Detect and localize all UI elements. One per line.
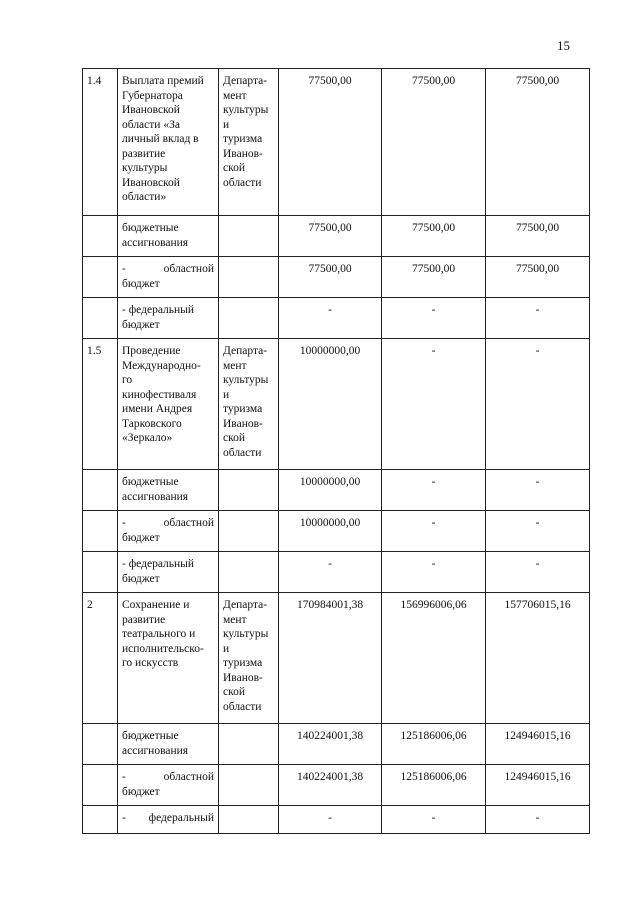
row-value-2-cell: - [382,470,486,511]
row-value-2-cell: - [382,552,486,593]
row-number-cell: 1.5 [83,339,118,470]
row-value-3-cell: - [486,806,590,834]
row-value-3-cell: - [486,298,590,339]
row-value-3-cell: - [486,511,590,552]
row-value-1-cell: 140224001,38 [279,765,382,806]
row-executor-cell [219,806,279,834]
row-name-rest: бюджет [122,277,160,290]
row-executor-cell: Департа- мент культуры и туризма Иванов- ской области [219,339,279,470]
table-row [83,593,590,724]
row-name-cell: бюджетные ассигнования [118,470,219,511]
row-name-justified-line: - областной [122,517,214,529]
row-number-cell: 2 [83,593,118,724]
row-value-3-cell: 77500,00 [486,257,590,298]
row-number-cell [83,216,118,257]
row-number-cell [83,511,118,552]
row-value-2-cell: 77500,00 [382,69,486,216]
budget-table [82,68,590,834]
row-value-3-cell: 77500,00 [486,216,590,257]
row-name-cell: - федеральный бюджет [118,298,219,339]
row-executor-cell [219,298,279,339]
row-value-1-cell: 77500,00 [279,69,382,216]
row-name-cell [118,806,219,834]
row-executor-cell [219,257,279,298]
row-number-cell [83,298,118,339]
row-value-1-cell: 10000000,00 [279,339,382,470]
row-number-cell [83,552,118,593]
row-name-cell: Выплата премий Губернатора Ивановской области «За личный вклад в развитие культуры Ивановской области» [118,69,219,216]
row-value-1-cell: 77500,00 [279,216,382,257]
row-name-justified-line: - областной [122,771,214,783]
row-value-3-cell: 157706015,16 [486,593,590,724]
row-value-2-cell: - [382,511,486,552]
row-executor-cell [219,216,279,257]
row-value-1-cell: - [279,298,382,339]
row-executor-cell: Департа- мент культуры и туризма Иванов- ской области [219,69,279,216]
row-name-cell: - федеральный бюджет [118,552,219,593]
row-value-3-cell: 77500,00 [486,69,590,216]
page-number: 15 [557,38,570,53]
row-executor-cell [219,552,279,593]
row-name-cell: бюджетные ассигнования [118,724,219,765]
row-value-2-cell: 77500,00 [382,216,486,257]
row-name-cell: Сохранение и развитие театрального и исполнительско- го искусств [118,593,219,724]
row-value-1-cell: - [279,806,382,834]
row-executor-cell [219,724,279,765]
row-value-3-cell: - [486,339,590,470]
row-name-cell: бюджетные ассигнования [118,216,219,257]
row-value-2-cell: - [382,298,486,339]
row-value-1-cell: 10000000,00 [279,470,382,511]
row-value-3-cell: 124946015,16 [486,724,590,765]
row-value-2-cell: 125186006,06 [382,724,486,765]
table-row [83,470,590,511]
table-row [83,765,590,806]
table-row [83,339,590,470]
row-value-1-cell: 140224001,38 [279,724,382,765]
row-value-1-cell: 170984001,38 [279,593,382,724]
table-row [83,298,590,339]
table-row [83,257,590,298]
row-number-cell [83,724,118,765]
row-name-rest: бюджет [122,785,160,798]
row-name-cell [118,511,219,552]
row-number-cell: 1.4 [83,69,118,216]
row-value-1-cell: - [279,552,382,593]
row-executor-cell [219,765,279,806]
row-name-justified-line: - федеральный [122,812,214,824]
row-executor-cell: Департа- мент культуры и туризма Иванов- ской области [219,593,279,724]
row-number-cell [83,806,118,834]
row-executor-cell [219,511,279,552]
row-value-3-cell: 124946015,16 [486,765,590,806]
row-number-cell [83,257,118,298]
row-name-rest: бюджет [122,531,160,544]
row-value-2-cell: 156996006,06 [382,593,486,724]
table-row [83,552,590,593]
row-name-cell: Проведение Международно- го кинофестиваля имени Андрея Тарковского «Зеркало» [118,339,219,470]
row-value-2-cell: - [382,806,486,834]
table-row [83,69,590,216]
row-name-cell [118,257,219,298]
row-number-cell [83,765,118,806]
row-number-cell [83,470,118,511]
table-row [83,806,590,834]
row-name-cell [118,765,219,806]
row-value-3-cell: - [486,552,590,593]
table-row [83,216,590,257]
row-executor-cell [219,470,279,511]
budget-table-body [83,69,590,834]
row-name-justified-line: - областной [122,263,214,275]
row-value-2-cell: - [382,339,486,470]
table-row [83,511,590,552]
row-value-2-cell: 77500,00 [382,257,486,298]
row-value-1-cell: 10000000,00 [279,511,382,552]
row-value-3-cell: - [486,470,590,511]
row-value-2-cell: 125186006,06 [382,765,486,806]
row-value-1-cell: 77500,00 [279,257,382,298]
table-row [83,724,590,765]
